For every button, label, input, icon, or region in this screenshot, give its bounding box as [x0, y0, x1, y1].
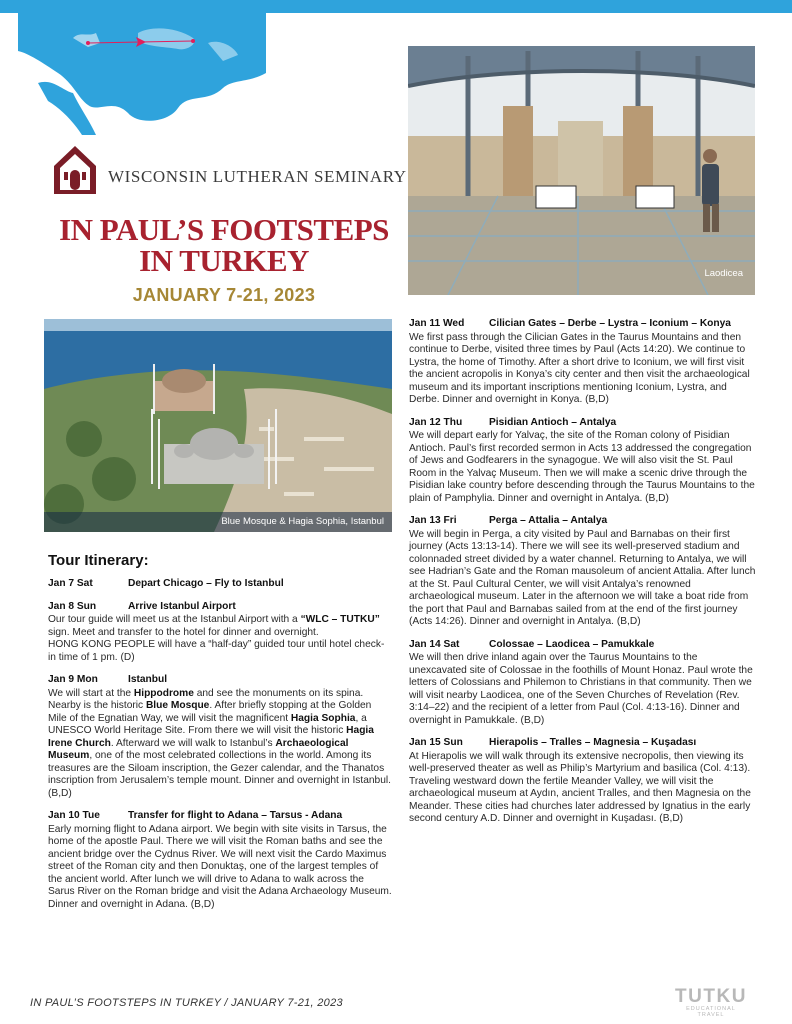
day-date: Jan 13 Fri [409, 515, 457, 526]
title-line-2: IN TURKEY [139, 243, 309, 278]
day-title: Cilician Gates – Derbe – Lystra – Iconium – Konya [489, 318, 731, 329]
day-heading [409, 417, 757, 430]
day-heading [409, 318, 757, 331]
tour-dates: JANUARY 7-21, 2023 [132, 285, 316, 305]
itinerary-left-column [48, 578, 392, 921]
day-title: Colossae – Laodicea – Pamukkale [489, 638, 655, 650]
day-heading [409, 639, 757, 652]
laodicea-caption: Laodicea [704, 268, 743, 279]
day-date: Jan 14 Sat [409, 638, 460, 650]
day-heading [48, 601, 392, 614]
page-title [44, 214, 404, 276]
seminary-logo-icon [50, 144, 100, 196]
day-paragraph: We will then drive inland again over the Taurus Mountains to the unexcavated site of Colossae in the foothills of Mount Honaz. Paul wrote the letters of Colossians and Philemon to Christians in that community. Then we will visit nearby Laodicea, one of the Seven Churches of Revelation (Rev. 3:14–22) and the recipient of a letter from Paul (Col. 4:13-16). Dinner and overnight in Pamukkale. (B,D) [409, 652, 753, 726]
itinerary-day [48, 601, 392, 665]
day-date: Jan 10 Tue [48, 810, 100, 821]
day-description [48, 614, 392, 664]
day-heading [409, 515, 757, 528]
itinerary-day [48, 810, 392, 911]
day-description [409, 430, 757, 505]
itinerary-day [48, 674, 392, 800]
day-paragraph: At Hierapolis we will walk through its extensive necropolis, then viewing its well-preserved theater as well as Philip’s Martyrium and basilica (Col. 4:13). Traveling westward down the fertile Meander Valley, we will visit the archaeological museum at Aydın, ancient Tralles, and then Magnesia on the Meander. These cities had churches later addressed by Ignatius in the early second century A.D. Dinner and overnight in Kuşadası. (B,D) [409, 750, 751, 824]
tutku-logo [672, 986, 750, 1018]
day-heading [48, 810, 392, 823]
day-description [409, 332, 757, 407]
day-paragraph: We will begin in Perga, a city visited by Paul and Barnabas on their first journey (Acts 13:13-14). There we will see its well-preserved stadium and colonnaded street divided by a water channel. Returning to Antalya, we will see Hadrian’s Gate and the Roman mausoleum of ancient Attalia. After lunch at the St. Paul Cultural Center, we will visit Antalya’s renowned archaeological museum. Later in the afternoon we will take a boat ride from the port that Paul and Barnabas sailed from at the end of the first journey (Acts 14:26). Dinner and overnight in Antalya. (B,D) [409, 528, 756, 627]
day-title: Pisidian Antioch – Antalya [489, 416, 617, 428]
itinerary-day [409, 515, 757, 629]
day-date: Jan 11 Wed [409, 318, 465, 329]
day-paragraph: Early morning flight to Adana airport. We begin with site visits in Tarsus, the home of the apostle Paul. There we will visit the Roman baths and see the ancient bridge over the Cydnus River. We will next visit the Cardo Maximus street of the Roman city and then Donuktaş, one of the largest temples of the ancient world. After lunch we will drive to Adana to walk across the Sarus River on the Roman bridge and visit the Adana Archaeology Museum. Dinner and overnight in Adana. (B,D) [48, 823, 392, 910]
world-map-icon [18, 13, 266, 138]
day-description [409, 652, 757, 727]
itinerary-day [409, 417, 757, 506]
itinerary-day [48, 578, 392, 591]
day-date: Jan 8 Sun [48, 600, 97, 612]
day-description [48, 688, 392, 801]
day-paragraph: We will start at the Hippodrome and see the monuments on its spina. Nearby is the historic Blue Mosque. After briefly stopping at the Golden Mile of the Egnatian Way, we will visit the magnificent Hagia Sophia, a UNESCO World Heritage Site. From there we will visit the historic Hagia Irene Church. Afterward we will walk to Istanbul’s Archaeological Museum, one of the most celebrated collections in the world. Among its treasures are the Siloam inscription, the Gezer calendar, and the Thanatos inscription from Jerusalem’s temple mount. Dinner and overnight in Istanbul. (B,D) [48, 687, 391, 799]
brand-name: TUTKU [675, 986, 747, 1007]
itinerary-heading: Tour Itinerary: [48, 552, 149, 569]
brand-subtitle: EDUCATIONAL TRAVEL [686, 1006, 736, 1018]
istanbul-photo [44, 319, 392, 532]
day-title: Depart Chicago – Fly to Istanbul [128, 578, 284, 589]
itinerary-right-column [409, 318, 757, 836]
day-paragraph: Our tour guide will meet us at the Istanbul Airport with a “WLC – TUTKU” sign. Meet and transfer to the hotel for dinner and overnight. [48, 614, 380, 638]
seminary-name: WISCONSIN LUTHERAN SEMINARY [108, 167, 407, 186]
title-line-1: IN PAUL’S FOOTSTEPS [59, 212, 389, 247]
footer-text: IN PAUL’S FOOTSTEPS IN TURKEY / JANUARY 7-21, 2023 [30, 997, 343, 1009]
laodicea-photo [408, 46, 755, 295]
day-title: Arrive Istanbul Airport [128, 600, 236, 612]
day-heading [48, 674, 392, 687]
day-date: Jan 12 Thu [409, 416, 463, 428]
day-title: Perga – Attalia – Antalya [489, 515, 608, 526]
day-paragraph: HONG KONG PEOPLE will have a “half-day” guided tour until hotel check-in time of 1 pm. (D) [48, 639, 385, 663]
day-paragraph: We first pass through the Cilician Gates in the Taurus Mountains and then continue to Derbe, visited three times by Paul (Acts 14:20). We continue to Lystra, the home of Timothy. After a short drive to Iconium, we will first visit the ancient acropolis in Konya’s city center and then visit the archaeological museum and its important inscriptions mentioning Iconium, Lystra, and Derbe. Dinner and overnight in Konya. (B,D) [409, 331, 750, 405]
day-title: Hierapolis – Tralles – Magnesia – Kuşadası [489, 737, 697, 748]
day-date: Jan 7 Sat [48, 578, 93, 589]
day-title: Istanbul [128, 674, 168, 685]
itinerary-day [409, 737, 757, 826]
day-heading [409, 737, 757, 750]
day-date: Jan 9 Mon [48, 674, 98, 685]
istanbul-caption: Blue Mosque & Hagia Sophia, Istanbul [44, 512, 392, 532]
day-title: Transfer for flight to Adana – Tarsus - Adana [128, 810, 343, 821]
day-description [48, 824, 392, 912]
top-bar [0, 0, 792, 13]
day-date: Jan 15 Sun [409, 737, 463, 748]
itinerary-day [409, 318, 757, 407]
day-heading [48, 578, 392, 591]
day-paragraph: We will depart early for Yalvaç, the site of the Roman colony of Pisidian Antioch. Paul’s first recorded sermon in Acts 13 addressed the congregation of Jews and Godfearers in the synagogue. We will also visit the St. Paul Room in the Yalvaç Museum. Then we will make a scenic drive through the Pisidian lake country before descending through the Taurus Mountains to the plain of Pamphylia. Dinner and overnight in Antalya. (B,D) [409, 430, 755, 504]
day-description [409, 529, 757, 629]
itinerary-day [409, 639, 757, 728]
day-description [409, 751, 757, 826]
